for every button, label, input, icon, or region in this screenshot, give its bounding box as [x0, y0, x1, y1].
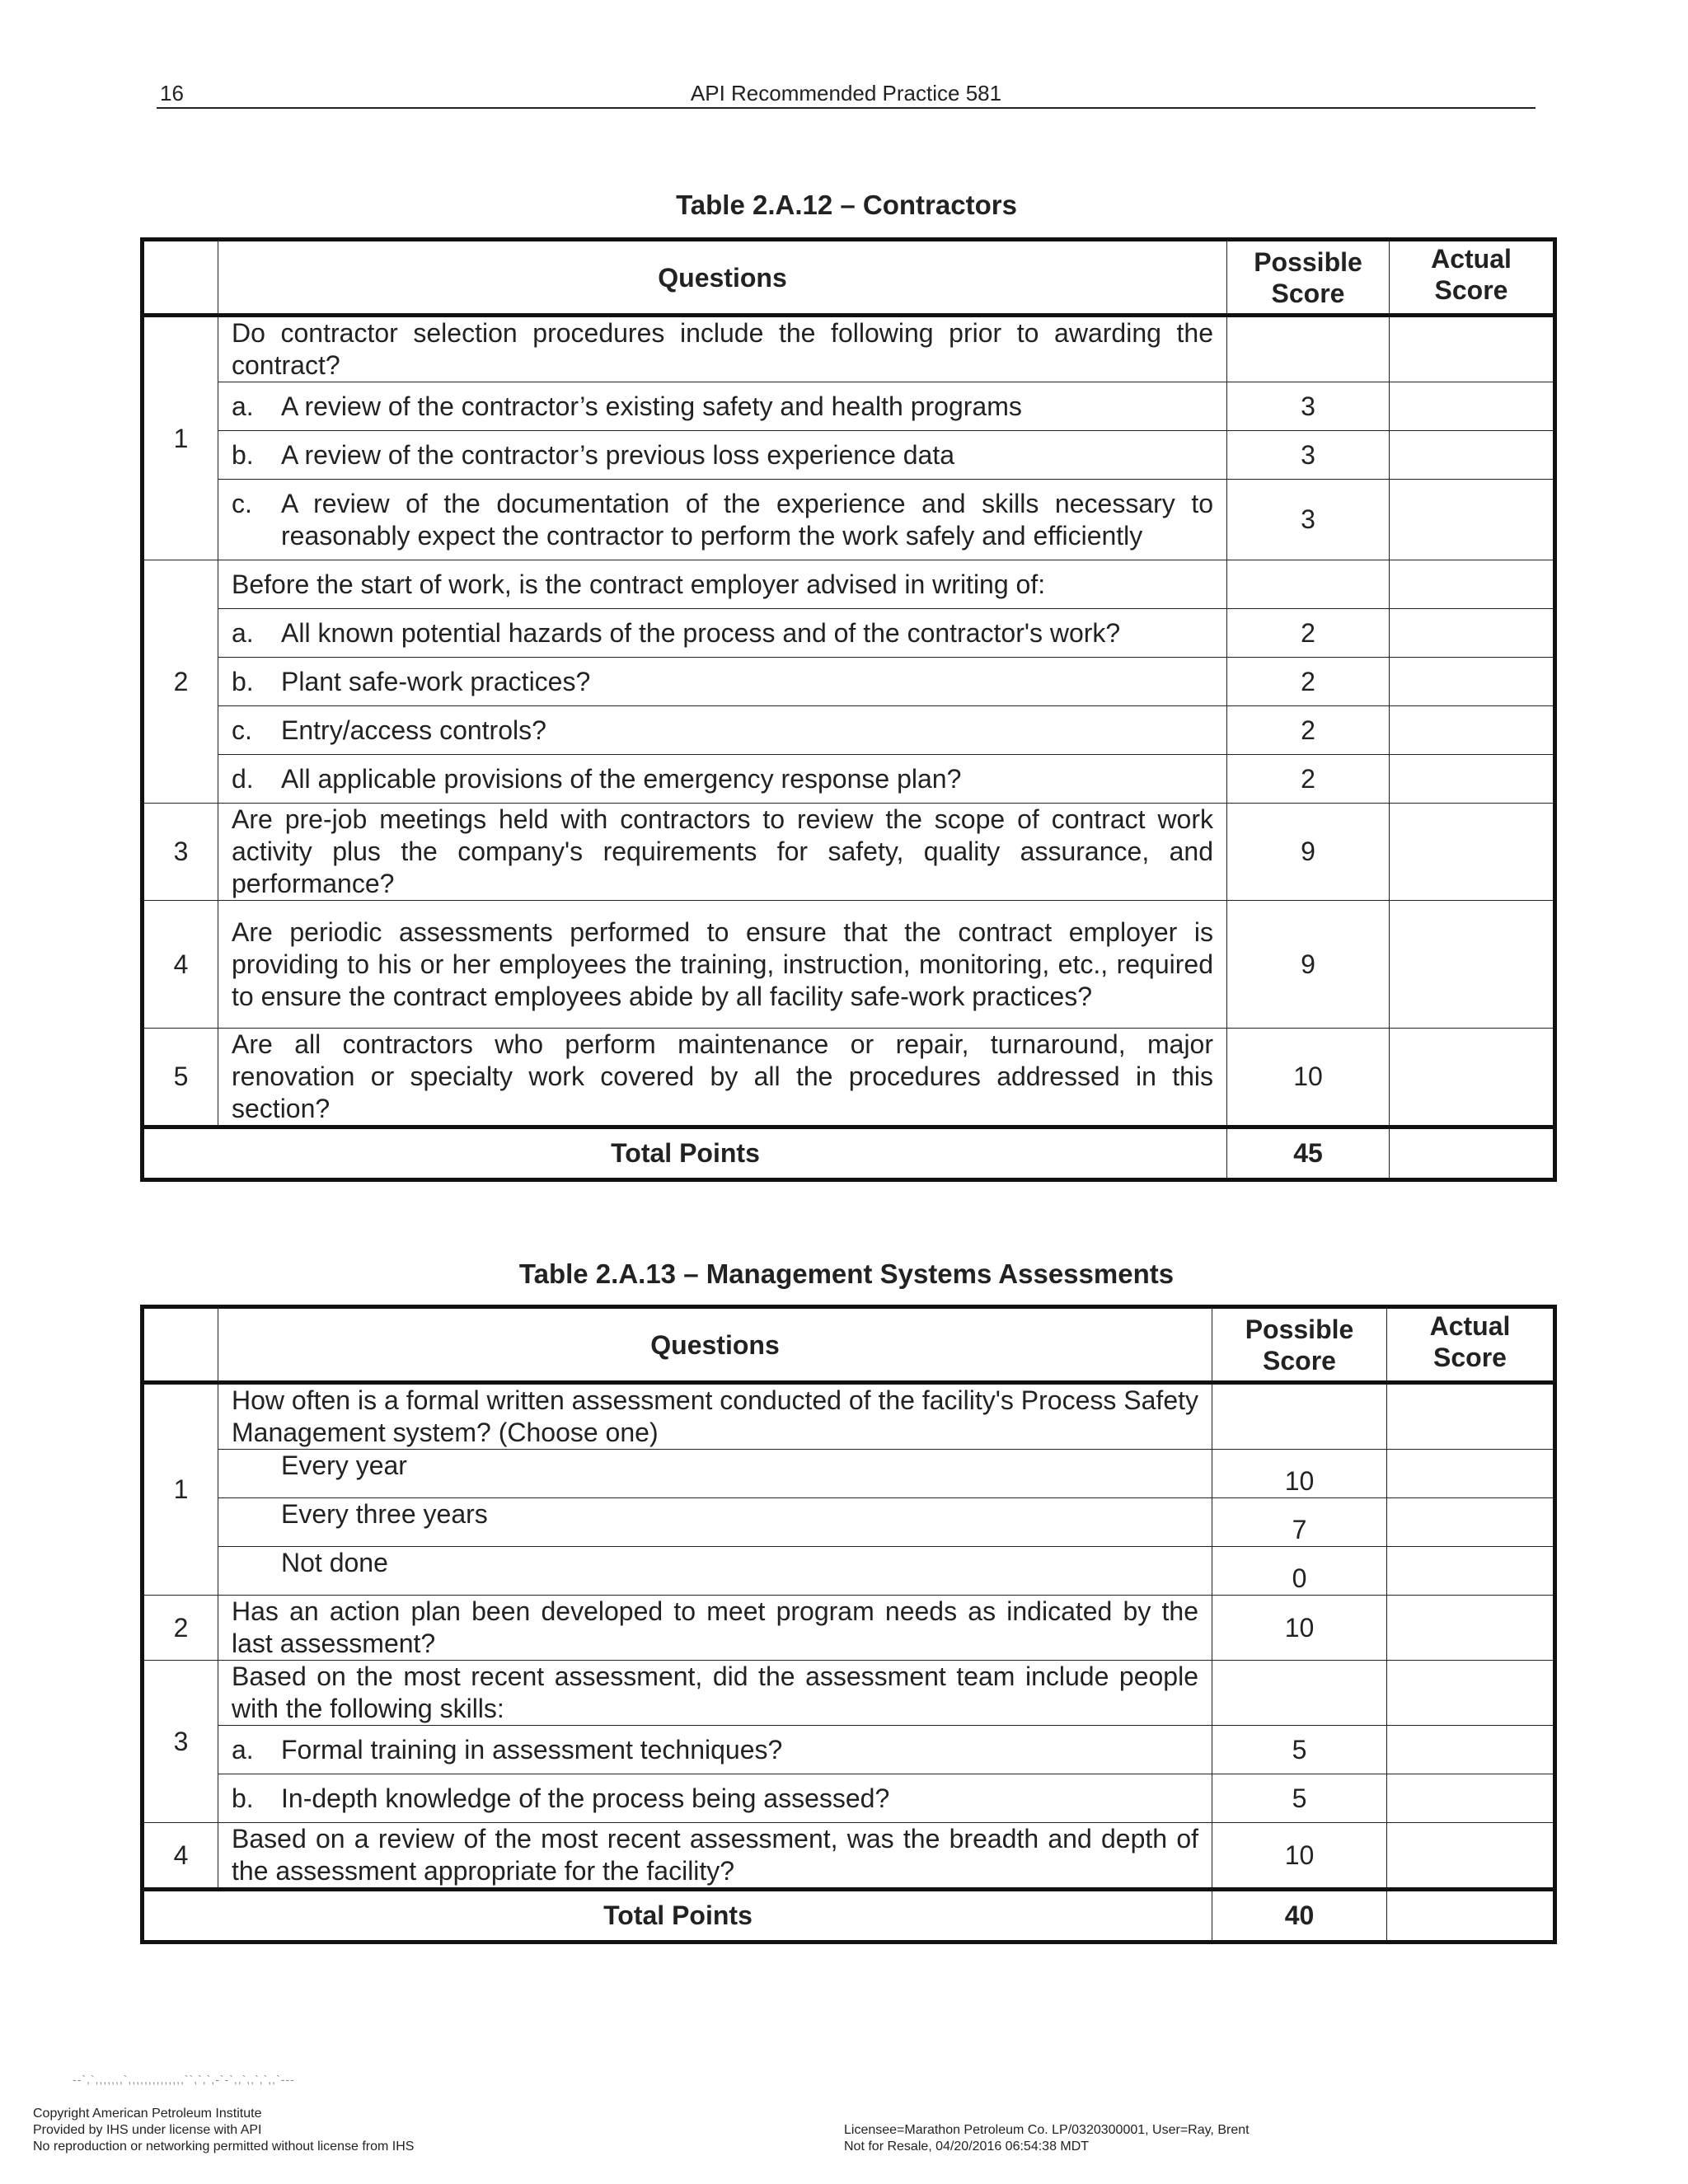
sub-question	[218, 658, 1227, 706]
actual-score	[1387, 1661, 1555, 1726]
item-letter: a.	[232, 1734, 254, 1765]
option-text: Every year	[218, 1450, 1212, 1498]
table-row	[143, 1450, 1555, 1498]
table-contractors	[140, 237, 1557, 1182]
question-number: 3	[143, 1661, 218, 1823]
question-number: 2	[143, 1596, 218, 1661]
question-number: 5	[143, 1029, 218, 1127]
possible-score: 10	[1212, 1596, 1387, 1661]
total-value: 40	[1212, 1890, 1387, 1943]
table-row	[143, 901, 1555, 1029]
item-text: Entry/access controls?	[281, 715, 546, 745]
actual-score	[1390, 706, 1555, 755]
option-text: Not done	[218, 1547, 1212, 1596]
sub-question	[218, 480, 1227, 560]
question-number: 3	[143, 804, 218, 901]
item-text: A review of the contractor’s previous loss experience data	[281, 439, 955, 470]
actual-score	[1387, 1450, 1555, 1498]
table-row	[143, 755, 1555, 804]
header-questions: Questions	[218, 1307, 1212, 1383]
item-letter: c.	[232, 715, 252, 745]
header-actual-score: Actual Score	[1387, 1307, 1555, 1383]
item-text: A review of the documentation of the experience and skills necessary to reasonably expect the contractor to perform the work safely and efficiently	[281, 488, 1213, 551]
table-2a13-title: Table 2.A.13 – Management Systems Assessments	[518, 1258, 1175, 1289]
footer-not-for-resale: Not for Resale, 04/20/2016 06:54:38 MDT	[844, 2139, 1090, 2154]
question-number: 1	[143, 316, 218, 560]
actual-score	[1390, 431, 1555, 480]
possible-score: 3	[1227, 431, 1390, 480]
possible-score	[1212, 1661, 1387, 1726]
table-row	[143, 480, 1555, 560]
question-text: Are pre-job meetings held with contractors to review the scope of contract work activity plus the company's requirements for safety, quality assurance, and performance?	[218, 804, 1227, 901]
footer-licensee: Licensee=Marathon Petroleum Co. LP/0320300001, User=Ray, Brent	[844, 2123, 1250, 2137]
item-letter: c.	[232, 488, 252, 518]
total-label: Total Points	[143, 1127, 1227, 1180]
actual-score	[1390, 804, 1555, 901]
sub-question	[218, 755, 1227, 804]
header-possible-score: Possible Score	[1227, 240, 1390, 316]
actual-score	[1387, 1498, 1555, 1547]
possible-score: 9	[1227, 804, 1390, 901]
possible-score	[1227, 560, 1390, 609]
sub-question	[218, 382, 1227, 431]
scan-marks: --`,`,,,,,,,`,,,,,,,,,,,,,,``,`,`,-`-`,,`,,`,`,,`---	[73, 2073, 295, 2086]
total-actual	[1390, 1127, 1555, 1180]
possible-score: 9	[1227, 901, 1390, 1029]
item-text: Formal training in assessment techniques?	[281, 1734, 783, 1765]
table-header-row	[143, 1307, 1555, 1383]
possible-score	[1227, 316, 1390, 382]
actual-score	[1387, 1547, 1555, 1596]
actual-score	[1387, 1596, 1555, 1661]
table-row	[143, 1661, 1555, 1726]
question-text: Has an action plan been developed to meet program needs as indicated by the last assessment?	[218, 1596, 1212, 1661]
table-row	[143, 658, 1555, 706]
possible-score: 7	[1212, 1498, 1387, 1547]
header-possible-score: Possible Score	[1212, 1307, 1387, 1383]
header-num-cell	[143, 1307, 218, 1383]
table-row	[143, 1498, 1555, 1547]
possible-score	[1212, 1383, 1387, 1450]
table-row	[143, 1383, 1555, 1450]
question-text: Do contractor selection procedures include the following prior to awarding the contract?	[218, 316, 1227, 382]
item-letter: d.	[232, 763, 254, 794]
table-header-row	[143, 240, 1555, 316]
actual-score	[1387, 1774, 1555, 1823]
question-number: 2	[143, 560, 218, 804]
question-text: Before the start of work, is the contract employer advised in writing of:	[218, 560, 1227, 609]
possible-score: 5	[1212, 1726, 1387, 1774]
table-row	[143, 706, 1555, 755]
footer-right	[844, 2122, 1250, 2155]
table-row	[143, 609, 1555, 658]
question-text: Based on a review of the most recent assessment, was the breadth and depth of the assessment appropriate for the facility?	[218, 1823, 1212, 1890]
possible-score: 5	[1212, 1774, 1387, 1823]
item-text: A review of the contractor’s existing safety and health programs	[281, 391, 1022, 421]
item-letter: b.	[232, 1783, 254, 1813]
actual-score	[1390, 901, 1555, 1029]
table-management-systems-assessments	[140, 1305, 1557, 1944]
table-row	[143, 804, 1555, 901]
actual-score	[1390, 609, 1555, 658]
table-row	[143, 431, 1555, 480]
actual-score	[1387, 1726, 1555, 1774]
footer-copyright: Copyright American Petroleum Institute	[33, 2107, 262, 2121]
actual-score	[1390, 658, 1555, 706]
actual-score	[1390, 1029, 1555, 1127]
item-letter: b.	[232, 666, 254, 696]
table-2a12-title: Table 2.A.12 – Contractors	[676, 190, 1017, 220]
possible-score: 2	[1227, 755, 1390, 804]
sub-question	[218, 706, 1227, 755]
footer-provided: Provided by IHS under license with API	[33, 2123, 262, 2137]
actual-score	[1390, 382, 1555, 431]
page-header	[157, 79, 1536, 109]
possible-score: 3	[1227, 480, 1390, 560]
item-text: In-depth knowledge of the process being assessed?	[281, 1783, 890, 1813]
table-row	[143, 1547, 1555, 1596]
item-letter: a.	[232, 391, 254, 421]
table-row	[143, 1029, 1555, 1127]
item-text: All applicable provisions of the emergency response plan?	[281, 763, 962, 794]
question-text: Are periodic assessments performed to ensure that the contract employer is providing to his or her employees the training, instruction, monitoring, etc., required to ensure the contract employees abide by all facility safe-work practices?	[218, 901, 1227, 1029]
table-row	[143, 316, 1555, 382]
question-number: 4	[143, 1823, 218, 1890]
item-text: All known potential hazards of the process and of the contractor's work?	[281, 617, 1121, 648]
total-row	[143, 1890, 1555, 1943]
possible-score: 2	[1227, 609, 1390, 658]
document-title: API Recommended Practice 581	[690, 81, 1002, 105]
possible-score: 10	[1212, 1823, 1387, 1890]
possible-score: 3	[1227, 382, 1390, 431]
sub-question	[218, 1774, 1212, 1823]
question-text: Are all contractors who perform maintenance or repair, turnaround, major renovation or specialty work covered by all the procedures addressed in this section?	[218, 1029, 1227, 1127]
sub-question	[218, 1726, 1212, 1774]
sub-question	[218, 431, 1227, 480]
page-number: 16	[160, 81, 184, 105]
item-text: Plant safe-work practices?	[281, 666, 591, 696]
actual-score	[1390, 316, 1555, 382]
total-actual	[1387, 1890, 1555, 1943]
table-row	[143, 1774, 1555, 1823]
total-value: 45	[1227, 1127, 1390, 1180]
option-text: Every three years	[218, 1498, 1212, 1547]
question-text: How often is a formal written assessment conducted of the facility's Process Safety Management system? (Choose one)	[218, 1383, 1212, 1450]
possible-score: 0	[1212, 1547, 1387, 1596]
footer-left	[33, 2106, 414, 2155]
total-label: Total Points	[143, 1890, 1212, 1943]
total-row	[143, 1127, 1555, 1180]
actual-score	[1387, 1823, 1555, 1890]
question-number: 1	[143, 1383, 218, 1596]
question-text: Based on the most recent assessment, did the assessment team include people with the following skills:	[218, 1661, 1212, 1726]
actual-score	[1387, 1383, 1555, 1450]
table-row	[143, 382, 1555, 431]
question-number: 4	[143, 901, 218, 1029]
table-row	[143, 1726, 1555, 1774]
possible-score: 2	[1227, 706, 1390, 755]
sub-question	[218, 609, 1227, 658]
table-row	[143, 1596, 1555, 1661]
header-actual-score: Actual Score	[1390, 240, 1555, 316]
possible-score: 10	[1227, 1029, 1390, 1127]
header-num-cell	[143, 240, 218, 316]
possible-score: 10	[1212, 1450, 1387, 1498]
table-row	[143, 1823, 1555, 1890]
footer-no-reproduction: No reproduction or networking permitted without license from IHS	[33, 2139, 415, 2154]
header-questions: Questions	[218, 240, 1227, 316]
table-row	[143, 560, 1555, 609]
actual-score	[1390, 560, 1555, 609]
possible-score: 2	[1227, 658, 1390, 706]
actual-score	[1390, 480, 1555, 560]
item-letter: b.	[232, 439, 254, 470]
item-letter: a.	[232, 617, 254, 648]
actual-score	[1390, 755, 1555, 804]
